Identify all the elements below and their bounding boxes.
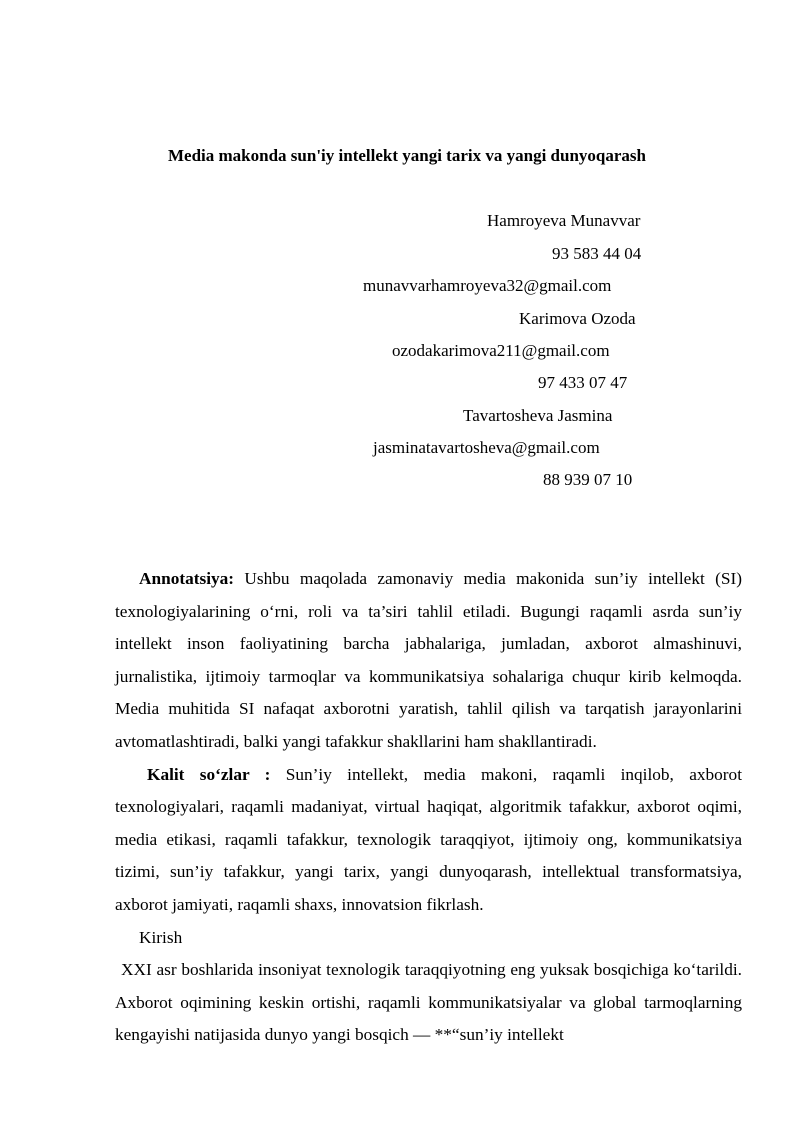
- section-heading: Kirish: [139, 927, 183, 947]
- author-email-1: munavvarhamroyeva32@gmail.com: [363, 276, 612, 295]
- author-phone-3: 88 939 07 10: [543, 470, 633, 489]
- keywords-text: Sun’iy intellekt, media makoni, raqamli inqilob, axborot texnologiyalari, raqamli madaniyat, virtual haqiqat, algoritmik tafakkur, axborot oqimi, media etikasi, raqamli tafakkur, texnologik taraqqiyot, ijtimoiy ong, kommunikatsiya tizimi, sun’iy tafakkur, yangi tarix, yangi dunyoqarash, intellektual transformatsiya, axborot jamiyati, raqamli shaxs, innovatsion fikrlash.: [115, 764, 742, 914]
- author-name-3: Tavartosheva Jasmina: [463, 406, 613, 425]
- author-phone-2: 97 433 07 47: [538, 373, 628, 392]
- author-phone-1: 93 583 44 04: [552, 244, 642, 263]
- author-name-2: Karimova Ozoda: [519, 309, 636, 328]
- article-body: [115, 563, 742, 1052]
- keywords-label: Kalit so‘zlar :: [147, 764, 271, 784]
- author-name-1: Hamroyeva Munavvar: [487, 211, 641, 230]
- author-email-3: jasminatavartosheva@gmail.com: [373, 438, 600, 457]
- page-title: Media makonda sun'iy intellekt yangi tarix va yangi dunyoqarash: [168, 146, 646, 165]
- annotation-label: Annotatsiya:: [139, 569, 235, 588]
- keywords-paragraph: [115, 759, 742, 922]
- intro-paragraph: XXI asr boshlarida insoniyat texnologik taraqqiyotning eng yuksak bosqichiga ko‘tarildi. Axborot oqimining keskin ortishi, raqamli kommunikatsiyalar va global tarmoqlarning kengayishi natijasida dunyo yangi bosqich — **“sun’iy intellekt: [115, 960, 742, 1045]
- annotation-text: Ushbu maqolada zamonaviy media makonida sun’iy intellekt (SI) texnologiyalarining o‘rni, roli va ta’siri tahlil etiladi. Bugungi raqamli asrda sun’iy intellekt inson faoliyatining barcha jabhalariga, jumladan, axborot almashinuvi, jurnalistika, ijtimoiy tarmoqlar va kommunikatsiya sohalariga chuqur kirib kelmoqda. Media muhitida SI nafaqat axborotni yaratish, tahlil qilish va tarqatish jarayonlarini avtomatlashtiradi, balki yangi tafakkur shakllarini ham shakllantiradi.: [115, 569, 742, 751]
- author-email-2: ozodakarimova211@gmail.com: [392, 341, 610, 360]
- annotation-paragraph: [115, 563, 742, 759]
